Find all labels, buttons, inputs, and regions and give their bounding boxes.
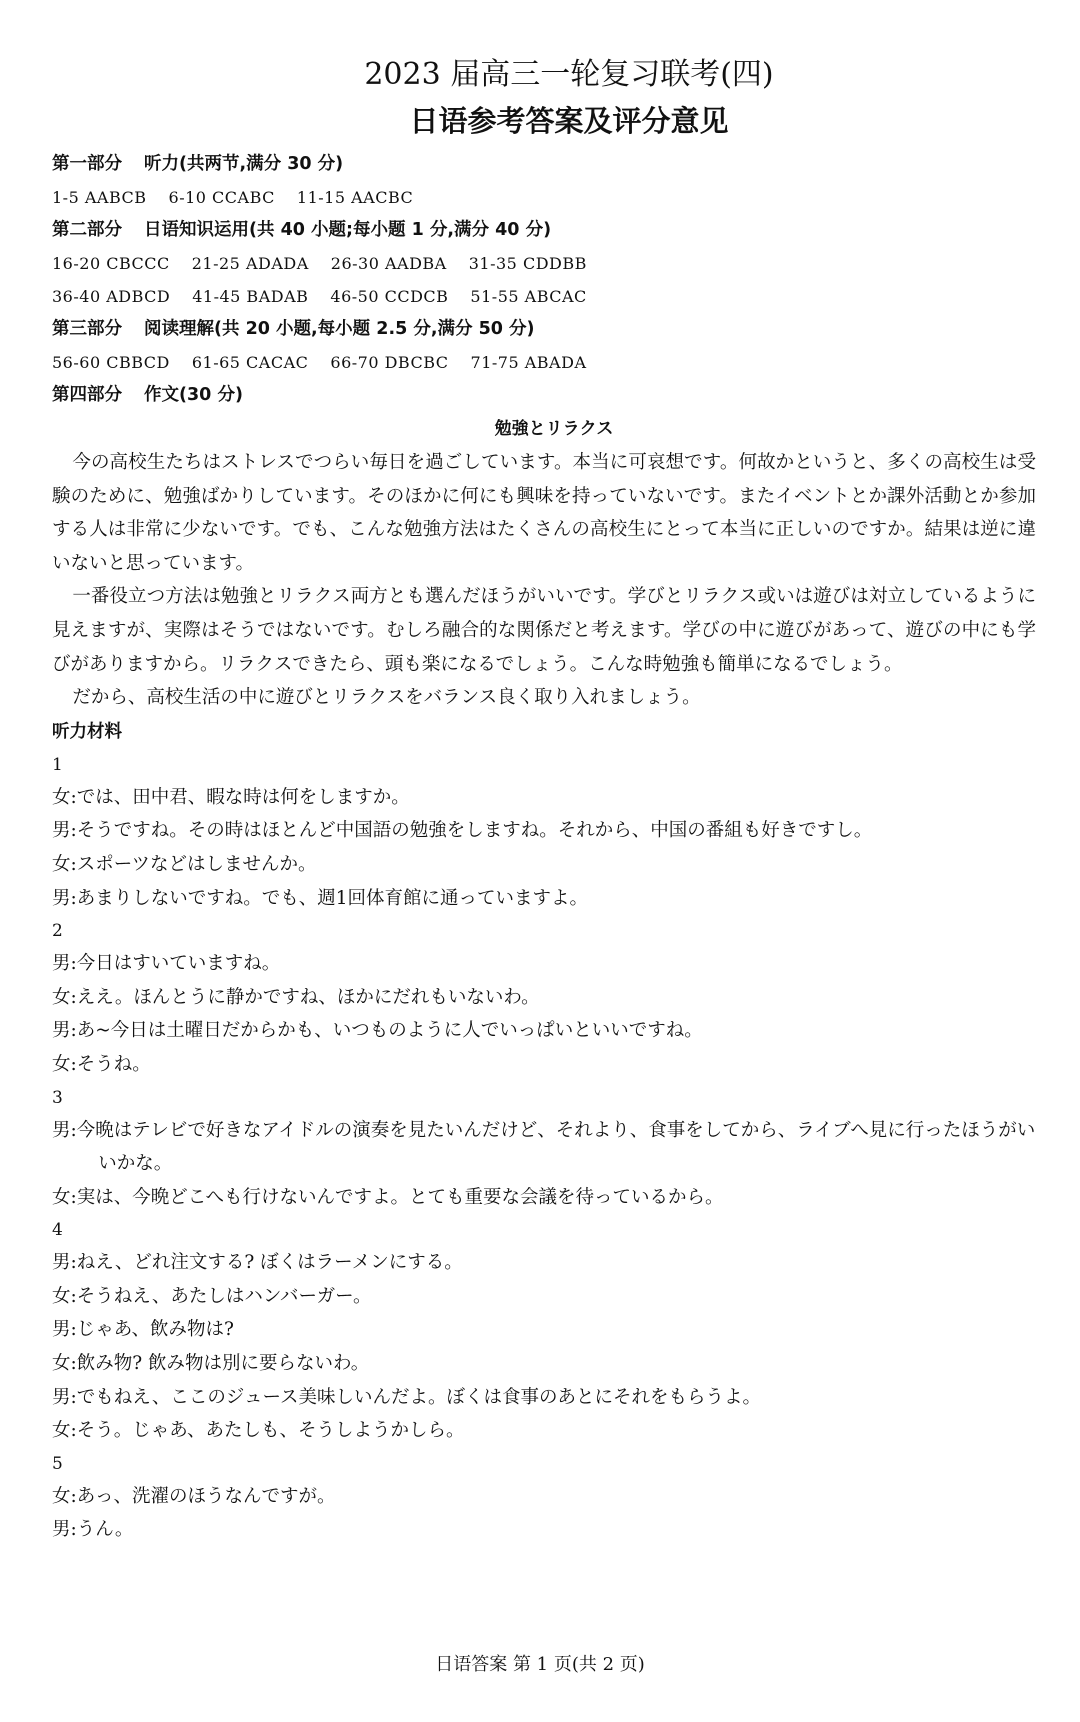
dialogue-number: 4 [52,1220,63,1241]
answer-group: 51-55 ABCAC [470,287,587,306]
dialogue-line: 男:じゃあ、飲み物は? [52,1319,234,1341]
answer-group: 41-45 BADAB [192,287,309,306]
dialogue-number: 3 [52,1087,63,1108]
essay-title: 勉強とリラクス [494,419,614,439]
section-desc: 阅读理解(共 20 小题,每小题 2.5 分,满分 50 分) [144,319,535,339]
dialogue-line: 女:スポーツなどはしませんか。 [52,853,317,875]
answer-group: 11-15 AACBC [296,188,414,207]
section-name: 第四部分 [52,385,122,405]
answer-group: 26-30 AADBA [330,254,447,273]
dialogue-number: 1 [52,754,63,775]
exam-title: 2023 届高三一轮复习联考(四) [364,57,774,92]
dialogue-number: 2 [52,921,63,942]
answer-group: 56-60 CBBCD [52,353,170,372]
answer-group: 6-10 CCABC [168,188,275,207]
dialogue-line: 男:今日はすいていますね。 [52,953,281,975]
dialogue-line: 女:では、田中君、暇な時は何をしますか。 [52,786,410,808]
dialogue-line: 女:あっ、洗濯のほうなんですが。 [52,1485,336,1507]
dialogue-line: 女:そう。じゃあ、あたしも、そうしようかしら。 [52,1420,465,1442]
dialogue-line: 男:でもねえ、ここのジュース美味しいんだよ。ぼくは食事のあとにそれをもらうよ。 [52,1386,762,1408]
answer-group: 36-40 ADBCD [52,287,171,306]
section-desc: 日语知识运用(共 40 小题;每小题 1 分,满分 40 分) [144,220,552,240]
answer-sheet-page [52,52,1036,1547]
dialogue-line: 女:ええ。ほんとうに静かですね、ほかにだれもいないわ。 [52,986,540,1008]
dialogue-line: 女:そうねえ、あたしはハンバーガー。 [52,1285,372,1307]
answer-row [52,247,1036,280]
dialogue-line: 男:あ~今日は土曜日だからかも、いつものように人でいっぱいといいですね。 [52,1020,703,1042]
dialogue-line: 女:実は、今晩どこへも行けないんですよ。とても重要な会議を待っているから。 [52,1186,724,1208]
answer-row [52,280,1036,313]
dialogue-line: 男:ねえ、どれ注文する? ぼくはラーメンにする。 [52,1252,463,1274]
answer-row [52,346,1036,379]
answer-group: 1-5 AABCB [52,188,147,207]
section-heading-3 [52,313,1036,346]
dialogue-line: 男:うん。 [52,1519,134,1541]
section-name: 第一部分 [52,154,122,174]
answer-group: 71-75 ABADA [470,353,587,372]
page-footer: 日语答案 第 1 页(共 2 页) [435,1654,645,1675]
answer-group: 46-50 CCDCB [330,287,449,306]
dialogue-line: 男:そうですね。その時はほとんど中国語の勉強をしますね。それから、中国の番組も好きですし。 [52,820,873,842]
section-name: 第二部分 [52,220,122,240]
answer-group: 21-25 ADADA [191,254,309,273]
dialogue-line: 男:あまりしないですね。でも、週1回体育館に通っていますよ。 [52,887,589,909]
answer-group: 66-70 DBCBC [330,353,449,372]
dialogue-line: 女:そうね。 [52,1053,151,1075]
section-desc: 作文(30 分) [144,385,243,405]
section-name: 第三部分 [52,319,122,339]
section-desc: 听力(共两节,满分 30 分) [144,154,344,174]
answer-group: 16-20 CBCCC [52,254,170,273]
section-heading-4 [52,379,1036,412]
dialogue-line: 女:飲み物? 飲み物は別に要らないわ。 [52,1353,370,1375]
listening-heading: 听力材料 [52,721,122,742]
section-heading-2 [52,214,1036,247]
document-subtitle: 日语参考答案及评分意见 [409,104,729,138]
essay-paragraph: だから、高校生活の中に遊びとリラクスをバランス良く取り入れましょう。 [72,687,701,709]
essay-paragraph: 今の高校生たちはストレスでつらい毎日を過ごしています。本当に可哀想です。何故かというと、多くの高校生は受験のために、勉強ばかりしています。そのほかに何にも興味を持っていないです。またイベントとか課外活動とか参加する人は非常に少ないです。でも、こんな勉強方法はたくさんの高校生にとって本当に正しいのですか。結果は逆に違いないと思っています。 [52,452,1036,574]
answer-group: 31-35 CDDBB [468,254,587,273]
dialogue-number: 5 [52,1453,63,1474]
section-heading-1 [52,148,1036,181]
dialogue-line: 男:今晩はテレビで好きなアイドルの演奏を見たいんだけど、それより、食事をしてから、ライブへ見に行ったほうがいいかな。 [52,1119,1036,1175]
essay-paragraph: 一番役立つ方法は勉強とリラクス両方とも選んだほうがいいです。学びとリラクス或いは遊びは対立しているように見えますが、実際はそうではないです。むしろ融合的な関係だと考えます。学びの中に遊びがあって、遊びの中にも学びがありますから。リラクスできたら、頭も楽になるでしょう。こんな時勉強も簡単になるでしょう。 [52,586,1036,675]
answer-row [52,181,1036,214]
answer-group: 61-65 CACAC [191,353,309,372]
